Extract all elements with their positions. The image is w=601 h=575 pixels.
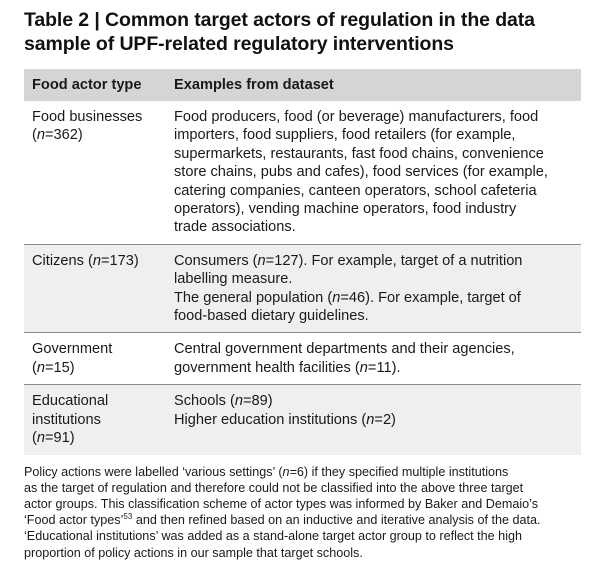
footnote-line: actor groups. This classification scheme of actor types was informed by Baker and Demaio’s (24, 496, 539, 511)
example-line: The general population (n=46). For example, target of (174, 289, 521, 306)
table-header-row (24, 69, 581, 101)
table-footnote (24, 464, 584, 561)
example-line: food-based dietary guidelines. (174, 308, 369, 325)
actor-name-continued: institutions (32, 411, 101, 428)
examples-cell (166, 385, 581, 455)
footnote-text: ‘Food actor types’ (24, 513, 124, 528)
example-line: Consumers (n=127). For example, target of a nutrition (174, 252, 523, 269)
actor-name: Citizens (n=173) (32, 252, 139, 269)
example-line: Higher education institutions (n=2) (174, 411, 396, 428)
header-examples: Examples from dataset (166, 69, 581, 101)
footnote-line: Policy actions were labelled ‘various settings’ (n=6) if they specified multiple institutions (24, 464, 509, 479)
example-line: store chains, pubs and cafes), food services (for example, (174, 164, 548, 181)
header-food-actor-type: Food actor type (24, 69, 166, 101)
table-row (24, 244, 581, 333)
actor-table (24, 69, 581, 455)
actor-name: Food businesses (32, 109, 143, 125)
example-line: importers, food suppliers, food retailers (for example, (174, 127, 516, 144)
example-line: trade associations. (174, 219, 296, 236)
examples-cell (166, 244, 581, 333)
example-line: Schools (n=89) (174, 393, 273, 410)
footnote-line: ‘Educational institutions’ was added as a stand-alone target actor group to reflect the high (24, 529, 522, 544)
example-line: Central government departments and their agencies, (174, 341, 515, 358)
actor-count: (n=362) (32, 127, 83, 144)
examples-cell (166, 101, 581, 244)
footnote-line: proportion of policy actions in our sample that target schools. (24, 545, 363, 560)
example-line: operators), vending machine operators, food industry (174, 201, 517, 218)
table-row (24, 385, 581, 455)
actor-count: (n=91) (32, 430, 75, 447)
actor-name: Government (32, 341, 113, 358)
title-line-2: sample of UPF-related regulatory interventions (24, 33, 454, 55)
actor-cell (24, 244, 166, 333)
actor-cell (24, 333, 166, 385)
example-line: government health facilities (n=11). (174, 359, 401, 376)
example-line: Food producers, food (or beverage) manufacturers, food (174, 109, 539, 125)
actor-count: (n=15) (32, 359, 75, 376)
actor-name: Educational (32, 393, 109, 410)
example-line: supermarkets, restaurants, fast food chains, convenience (174, 145, 544, 162)
example-line: catering companies, canteen operators, school cafeteria (174, 182, 537, 199)
reference-superscript[interactable]: 53 (123, 511, 133, 521)
examples-cell (166, 333, 581, 385)
example-line: labelling measure. (174, 271, 293, 288)
actor-cell (24, 101, 166, 244)
actor-cell (24, 385, 166, 455)
title-line-1: Table 2 | Common target actors of regulation in the data (24, 9, 535, 31)
table-row (24, 101, 581, 244)
table-title (24, 8, 579, 56)
footnote-line-with-ref (24, 512, 584, 528)
footnote-text: and then refined based on an inductive and iterative analysis of the data. (135, 513, 541, 528)
footnote-line: as the target of regulation and therefore could not be classified into the above three target (24, 480, 524, 495)
table-row (24, 333, 581, 385)
